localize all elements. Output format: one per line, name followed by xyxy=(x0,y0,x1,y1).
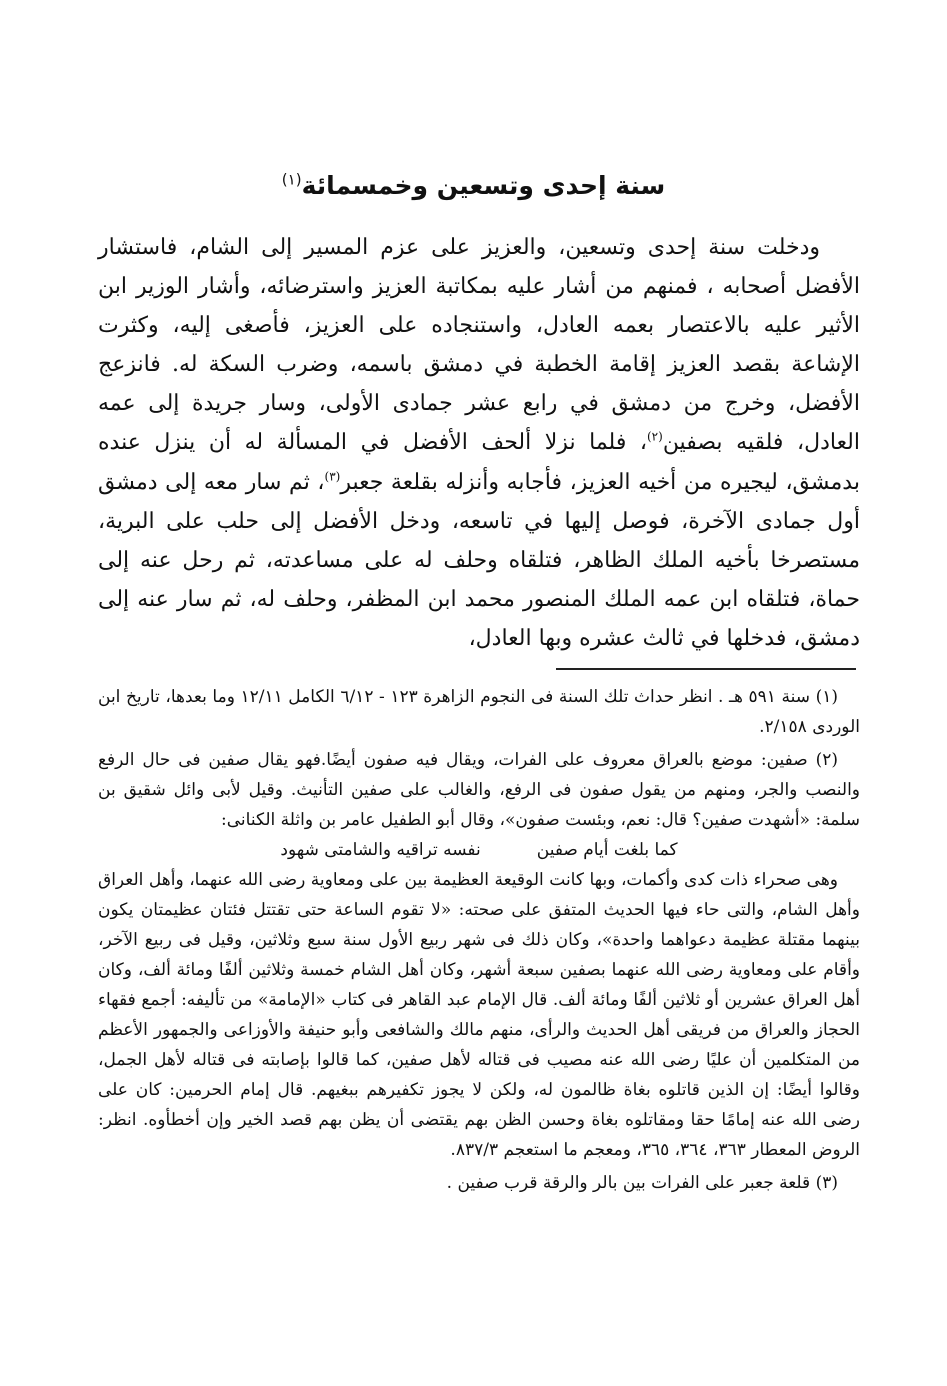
main-text xyxy=(98,228,860,658)
footnote-2-intro: (٢) صفين: موضع بالعراق معروف على الفرات، ويقال فيه صفون أيضًا.فهو يقال صفين فى حال الرفع والنصب والجر، ومنهم من يقول صفون فى الرفع، والغالب على صفين التأنيث. وقيل لأبى وائل شقيق بن سلمة: «أشهدت صفين؟ قال: نعم، وبئست صفون»، وقال أبو الطفيل عامر بن واثلة الكنانى: xyxy=(98,750,860,830)
paragraph-1-part-b: ، فلما نزلا ألحف الأفضل في المسألة له أن ينزل عنده بدمشق، ليجيره من أخيه العزيز، فأجابه وأنزله بقلعة جعبر xyxy=(98,430,860,495)
paragraph-1 xyxy=(98,228,860,658)
paragraph-1-part-a: ودخلت سنة إحدى وتسعين، والعزيز على عزم المسير إلى الشام، فاستشار الأفضل أصحابه ، فمنهم من أشار عليه بمكاتبة العزيز واسترضائه، وأشار الوزير ابن الأثير عليه بالاعتصار بعمه العادل، واستنجاده على العزيز، فأصغى إليه، وكثرت الإشاعة بقصد العزيز إقامة الخطبة في دمشق باسمه، وضرب السكة له. فانزعج الأفضل، وخرج من دمشق في رابع عشر جمادى الأولى، وسار جريدة إلى عمه العادل، فلقيه بصفين xyxy=(98,235,860,456)
footnote-2-body: وهى صحراء ذات كدى وأكمات، وبها كانت الوقيعة العظيمة بين على ومعاوية رضى الله عنهما، وأهل العراق وأهل الشام، والتى حاء فيها الحديث المتفق على صحته: «لا تقوم الساعة حتى تقتتل فئتان عظيمتان يكون بينهما مقتلة عظيمة دعواهما واحدة»، وكان ذلك فى شهر ربيع الأول سنة سبع وثلاثين، وقيل فى ربيع الآخر، وأقام على ومعاوية رضى الله عنهما بصفين سبعة أشهر، وكان أهل الشام خمسة وثلاثين ألفًا ومائة ألف، وكان أهل العراق عشرين أو ثلاثين ألفًا ومائة ألف. قال الإمام عبد القاهر فى كتاب «الإمامة» من تأليفه: أجمع فقهاء الحجاز والعراق من فريقى أهل الحديث والرأى، منهم مالك والشافعى وأبو حنيفة والأوزاعى والجمهور الأعظم من المتكلمين أن عليًا رضى الله عنه مصيب فى قتاله لأهل صفين، كما قالوا بإصابته فى قتاله لأهل الجمل، وقالوا أيضًا: إن الذين قاتلوه بغاة ظالمون له، ولكن لا يجوز تكفيرهم ببغيهم. قال إمام الحرمين: كان على رضى الله عنه إمامًا حقا ومقاتلوه بغاة وحسن الظن بهم يقتضى أن يظن بهم قصد الخير وإن أخطأوه. انظر: الروض المعطار ٣٦٣، ٣٦٤، ٣٦٥، ومعجم ما استعجم ٨٣٧/٣. xyxy=(98,870,860,1160)
title-text: سنة إحدى وتسعين وخمسمائة xyxy=(301,171,666,200)
footnote-1: (١) سنة ٥٩١ هـ . انظر حداث تلك السنة فى النجوم الزاهرة ١٢٣ - ٦/١٢ الكامل ١٢/١١ وما بعدها، تاريخ ابن الوردى ٢/١٥٨. xyxy=(98,687,860,737)
title-footnote-ref: (١) xyxy=(281,170,302,189)
footnote-3: (٣) قلعة جعبر على الفرات بين بالر والرقة قرب صفين . xyxy=(446,1173,838,1193)
footnote-ref-2: (٢) xyxy=(646,430,663,445)
verse-hemistich-2: نفسه تراقيه والشامتى شهود xyxy=(280,840,481,860)
footnote-ref-3: (٣) xyxy=(324,469,341,484)
poem-verse xyxy=(98,835,860,865)
page-title xyxy=(0,166,947,206)
footnote-separator xyxy=(556,668,856,670)
footnotes xyxy=(98,682,860,1198)
paragraph-1-part-c: ، ثم سار معه إلى دمشق أول جمادى الآخرة، فوصل إليها في تاسعه، ودخل الأفضل إلى حلب على البرية، مستصرخا بأخيه الملك الظاهر، فتلقاه وحلف له على مساعدته، ثم رحل عنه إلى حماة، فتلقاه ابن عمه الملك المنصور محمد ابن المظفر، وحلف له، ثم سار عنه إلى دمشق، فدخلها في ثالث عشره وبها العادل، xyxy=(98,469,860,651)
verse-hemistich-1: كما بلغت أيام صفين xyxy=(536,840,678,860)
